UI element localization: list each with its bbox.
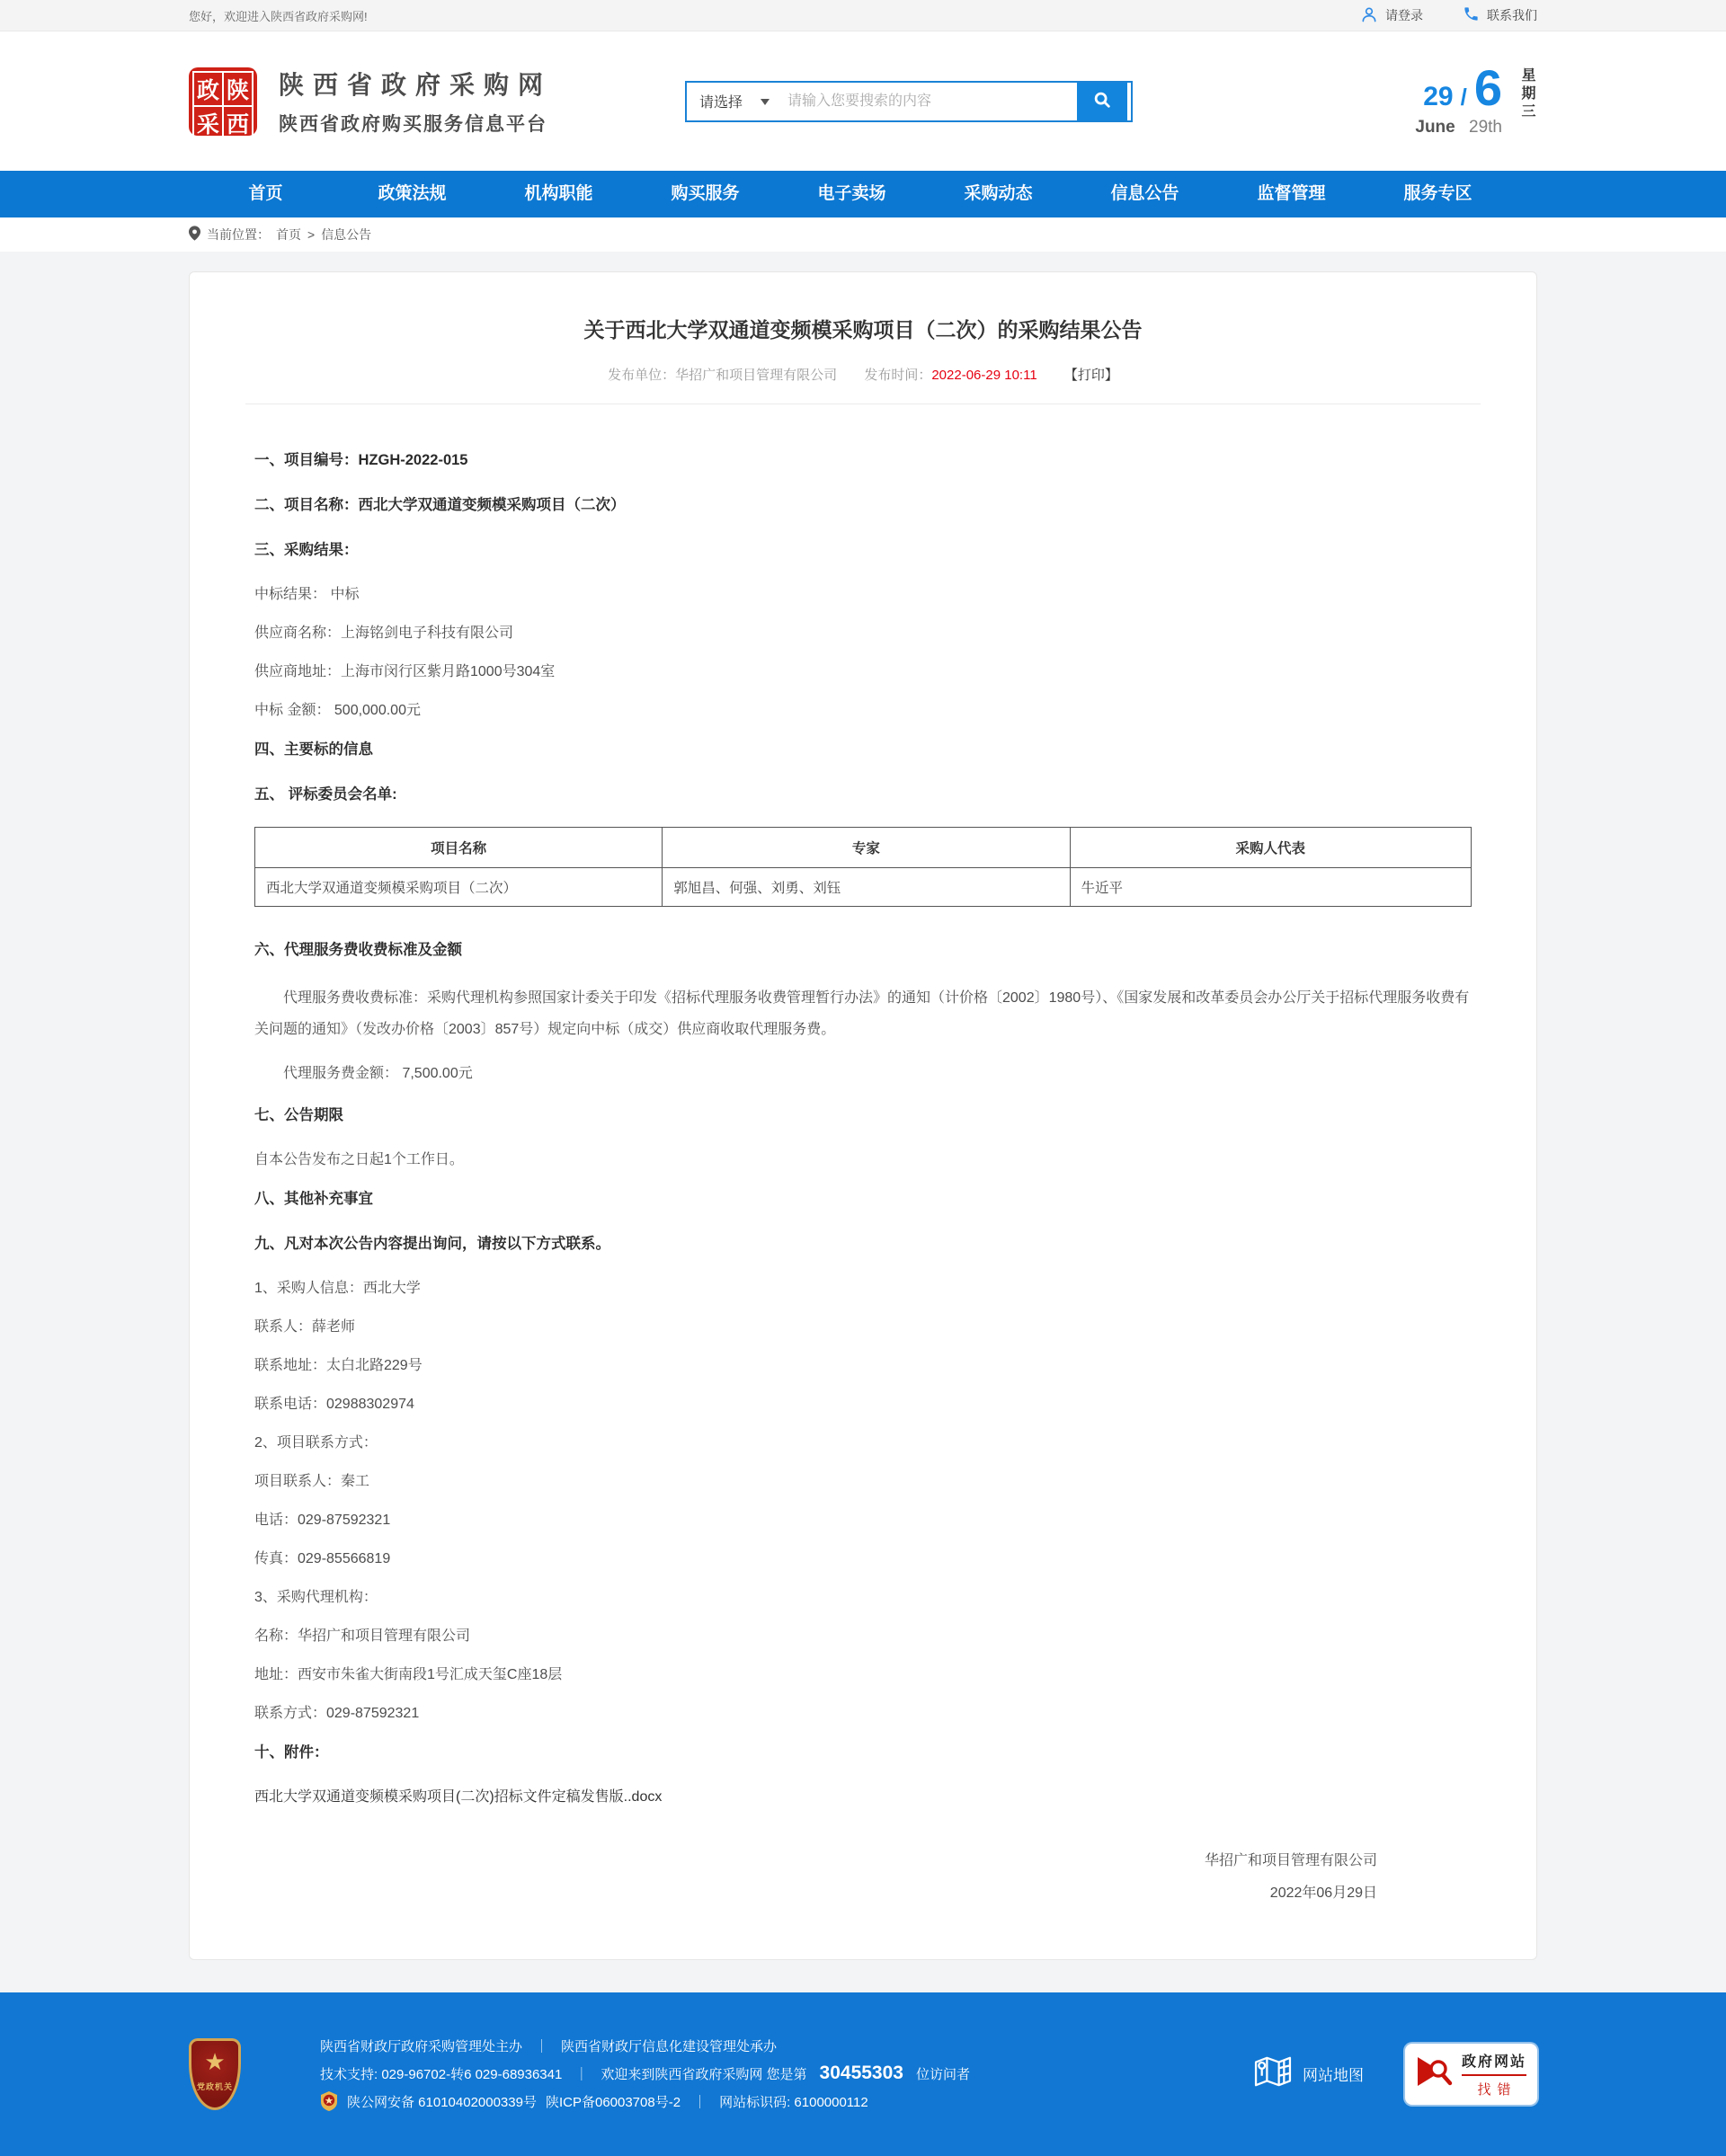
article-paragraph: 代理服务费收费标准：采购代理机构参照国家计委关于印发《招标代理服务收费管理暂行办法》的通知（计价格〔2002〕1980号）、《国家发展和改革委员会办公厅关于招标代理服务收费有关问题的通知》（发改办价格〔2003〕857号）规定向中标（成交）供应商收取代理服务费。	[254, 990, 1470, 1038]
site-logo[interactable]	[189, 67, 257, 136]
breadcrumb-label: 当前位置：	[207, 227, 270, 242]
shield-badge-label: 党政机关	[196, 2082, 233, 2092]
footer-police-beian[interactable]: 陕公网安备 61010402000339号	[347, 2094, 537, 2110]
nav-item-purchase-services[interactable]: 购买服务	[671, 184, 740, 203]
main-content	[0, 252, 1726, 1992]
article-paragraph: 名称：华招广和项目管理有限公司	[254, 1628, 471, 1644]
table-header-row	[255, 828, 1472, 868]
footer-support-line	[320, 2063, 1254, 2084]
footer-org-line	[320, 2036, 1254, 2055]
date-widget	[1415, 58, 1537, 138]
article-paragraph: 自本公告发布之日起1个工作日。	[254, 1151, 464, 1167]
footer-site-code: 网站标识码: 6100000112	[719, 2094, 868, 2110]
date-day: 29	[1423, 81, 1454, 111]
table-cell-experts: 郭旭昌、何强、刘勇、刘钰	[663, 868, 1070, 907]
section-heading: 七、公告期限	[254, 1106, 343, 1123]
footer-welcome-text: 欢迎来到陕西省政府采购网 您是第	[601, 2066, 807, 2082]
article-paragraph: 供应商地址：上海市闵行区紫月路1000号304室	[254, 664, 556, 679]
shield-star-icon: ★	[204, 2048, 226, 2076]
footer-text	[320, 2029, 1254, 2118]
visitor-count: 30455303	[819, 2063, 903, 2084]
chevron-down-icon	[761, 99, 770, 110]
table-row	[255, 868, 1472, 907]
article-paragraph: 2、项目联系方式：	[254, 1434, 378, 1451]
footer-beian-line	[320, 2091, 1254, 2111]
party-government-shield-icon	[189, 2038, 241, 2110]
search-input[interactable]	[787, 83, 1077, 120]
search-category-select[interactable]	[687, 91, 787, 111]
table-cell-project: 西北大学双通道变频模采购项目（二次）	[255, 868, 663, 907]
search-box	[685, 81, 1133, 122]
article-paragraph: 电话：029-87592321	[254, 1512, 391, 1528]
footer-icp-beian[interactable]: 陕ICP备06003708号-2	[545, 2094, 681, 2110]
nav-item-emall[interactable]: 电子卖场	[817, 184, 886, 203]
article-paragraph: 联系电话：02988302974	[254, 1396, 414, 1412]
logo-char: 采	[192, 105, 224, 141]
gov-site-error-report-badge[interactable]	[1405, 2044, 1537, 2105]
section-heading: 六、代理服务费收费标准及金额	[254, 942, 462, 958]
logo-char: 陕	[222, 71, 254, 107]
error-badge-line2: 找错	[1477, 2081, 1517, 2098]
article-paragraph: 1、采购人信息：西北大学	[254, 1280, 421, 1296]
table-cell-purchaser-rep: 牛近平	[1070, 868, 1472, 907]
breadcrumb-current: 信息公告	[321, 227, 372, 242]
section-heading: 一、项目编号：HZGH-2022-015	[254, 452, 468, 468]
section-heading: 三、采购结果：	[254, 542, 359, 558]
error-badge-text	[1462, 2050, 1526, 2098]
site-titles	[279, 66, 552, 137]
nav-item-home[interactable]: 首页	[248, 184, 283, 203]
phone-icon	[1463, 5, 1480, 25]
site-title: 陕西省政府采购网	[279, 71, 553, 99]
nav-item-announcements[interactable]: 信息公告	[1110, 184, 1179, 203]
breadcrumb	[0, 217, 1726, 252]
footer	[0, 1992, 1726, 2156]
search-button[interactable]	[1077, 83, 1127, 120]
date-weekday: 星期三	[1519, 67, 1535, 121]
date-day-ordinal: 29th	[1469, 117, 1502, 137]
breadcrumb-separator: >	[307, 227, 316, 242]
main-nav	[0, 171, 1726, 217]
login-label: 请登录	[1385, 8, 1423, 22]
article-title: 关于西北大学双通道变频模采购项目（二次）的采购结果公告	[583, 318, 1143, 342]
article-paragraph: 联系人：薛老师	[254, 1318, 356, 1335]
sitemap-label: 网站地图	[1302, 2067, 1364, 2085]
article-paragraph: 代理服务费金额： 7,500.00元	[283, 1066, 473, 1082]
nav-item-supervision[interactable]: 监督管理	[1257, 184, 1326, 203]
table-header-purchaser-rep: 采购人代表	[1070, 828, 1472, 868]
footer-separator: ｜	[693, 2094, 707, 2110]
nav-item-procurement-news[interactable]: 采购动态	[964, 184, 1033, 203]
contact-link[interactable]	[1463, 5, 1537, 25]
footer-org-undertaker: 陕西省财政厅信息化建设管理处承办	[561, 2039, 778, 2055]
article-paragraph: 联系方式：029-87592321	[254, 1705, 420, 1721]
table-header-project: 项目名称	[255, 828, 663, 868]
article-paragraph: 传真：029-85566819	[254, 1550, 391, 1566]
article-body	[245, 448, 1481, 1910]
contact-label: 联系我们	[1487, 8, 1537, 22]
article-paragraph: 3、采购代理机构：	[254, 1589, 378, 1605]
article-paragraph: 地址：西安市朱雀大街南段1号汇成天玺C座18层	[254, 1666, 563, 1682]
flag-magnifier-icon	[1416, 2053, 1454, 2095]
footer-separator: ｜	[535, 2039, 549, 2055]
publisher-value: 华招广和项目管理有限公司	[675, 368, 838, 383]
footer-separator: ｜	[574, 2066, 589, 2082]
article-paragraph: 中标结果： 中标	[254, 587, 360, 602]
section-heading: 二、项目名称：西北大学双通道变频模采购项目（二次）	[254, 497, 626, 513]
header	[0, 31, 1726, 171]
date-numeric	[1415, 58, 1502, 138]
date-month-en: June	[1415, 117, 1455, 137]
topbar	[0, 0, 1726, 31]
topbar-links	[1360, 5, 1537, 26]
signature-block	[254, 1845, 1472, 1910]
location-pin-icon	[189, 226, 200, 244]
article-meta	[245, 365, 1481, 384]
section-heading: 四、主要标的信息	[254, 741, 373, 758]
signature-company: 华招广和项目管理有限公司	[1204, 1852, 1377, 1868]
publish-time-value: 2022-06-29 10:11	[931, 368, 1037, 383]
section-heading: 五、 评标委员会名单:	[254, 786, 397, 803]
article-paragraph: 联系地址：太白北路229号	[254, 1357, 423, 1373]
article-paragraph: 供应商名称：上海铭剑电子科技有限公司	[254, 626, 514, 641]
signature-date: 2022年06月29日	[1269, 1885, 1377, 1901]
login-link[interactable]	[1360, 5, 1423, 26]
error-badge-line1: 政府网站	[1462, 2050, 1526, 2076]
logo-char: 政	[192, 71, 224, 107]
article-card	[189, 271, 1537, 1960]
date-slash: /	[1460, 83, 1467, 111]
nav-item-policies[interactable]: 政策法规	[378, 184, 447, 203]
publisher-label: 发布单位：	[608, 368, 676, 383]
publish-time-label: 发布时间：	[864, 368, 932, 383]
section-heading: 九、凡对本次公告内容提出询问，请按以下方式联系。	[254, 1235, 610, 1252]
footer-right	[1254, 2044, 1537, 2105]
search-select-label: 请选择	[699, 95, 743, 111]
user-icon	[1360, 5, 1378, 26]
footer-org-host: 陕西省财政厅政府采购管理处主办	[320, 2039, 523, 2055]
nav-item-service-zone[interactable]: 服务专区	[1403, 184, 1472, 203]
police-badge-icon	[320, 2091, 338, 2111]
site-subtitle: 陕西省政府购买服务信息平台	[279, 114, 547, 135]
welcome-text: 您好，欢迎进入陕西省政府采购网!	[189, 9, 368, 23]
evaluation-committee-table	[254, 827, 1472, 907]
footer-tech-support: 技术支持: 029-96702-转6 029-68936341	[320, 2066, 563, 2082]
sitemap-link[interactable]	[1254, 2055, 1364, 2092]
attachment-link[interactable]: 西北大学双通道变频模采购项目(二次)招标文件定稿发售版..docx	[254, 1788, 663, 1805]
table-header-experts: 专家	[663, 828, 1070, 868]
article-paragraph: 中标 金额： 500,000.00元	[254, 703, 421, 718]
section-heading: 十、附件：	[254, 1743, 329, 1761]
breadcrumb-home-link[interactable]: 首页	[276, 227, 301, 242]
logo-char: 西	[222, 105, 254, 141]
print-button[interactable]: 【打印】	[1063, 368, 1118, 383]
magnifier-icon	[1092, 90, 1112, 112]
article-paragraph: 项目联系人：秦工	[254, 1473, 370, 1489]
nav-item-functions[interactable]: 机构职能	[524, 184, 593, 203]
date-month: 6	[1473, 58, 1502, 116]
footer-visitors-suffix: 位访问者	[915, 2066, 970, 2082]
section-heading: 八、其他补充事宜	[254, 1190, 373, 1207]
map-icon	[1254, 2055, 1292, 2092]
